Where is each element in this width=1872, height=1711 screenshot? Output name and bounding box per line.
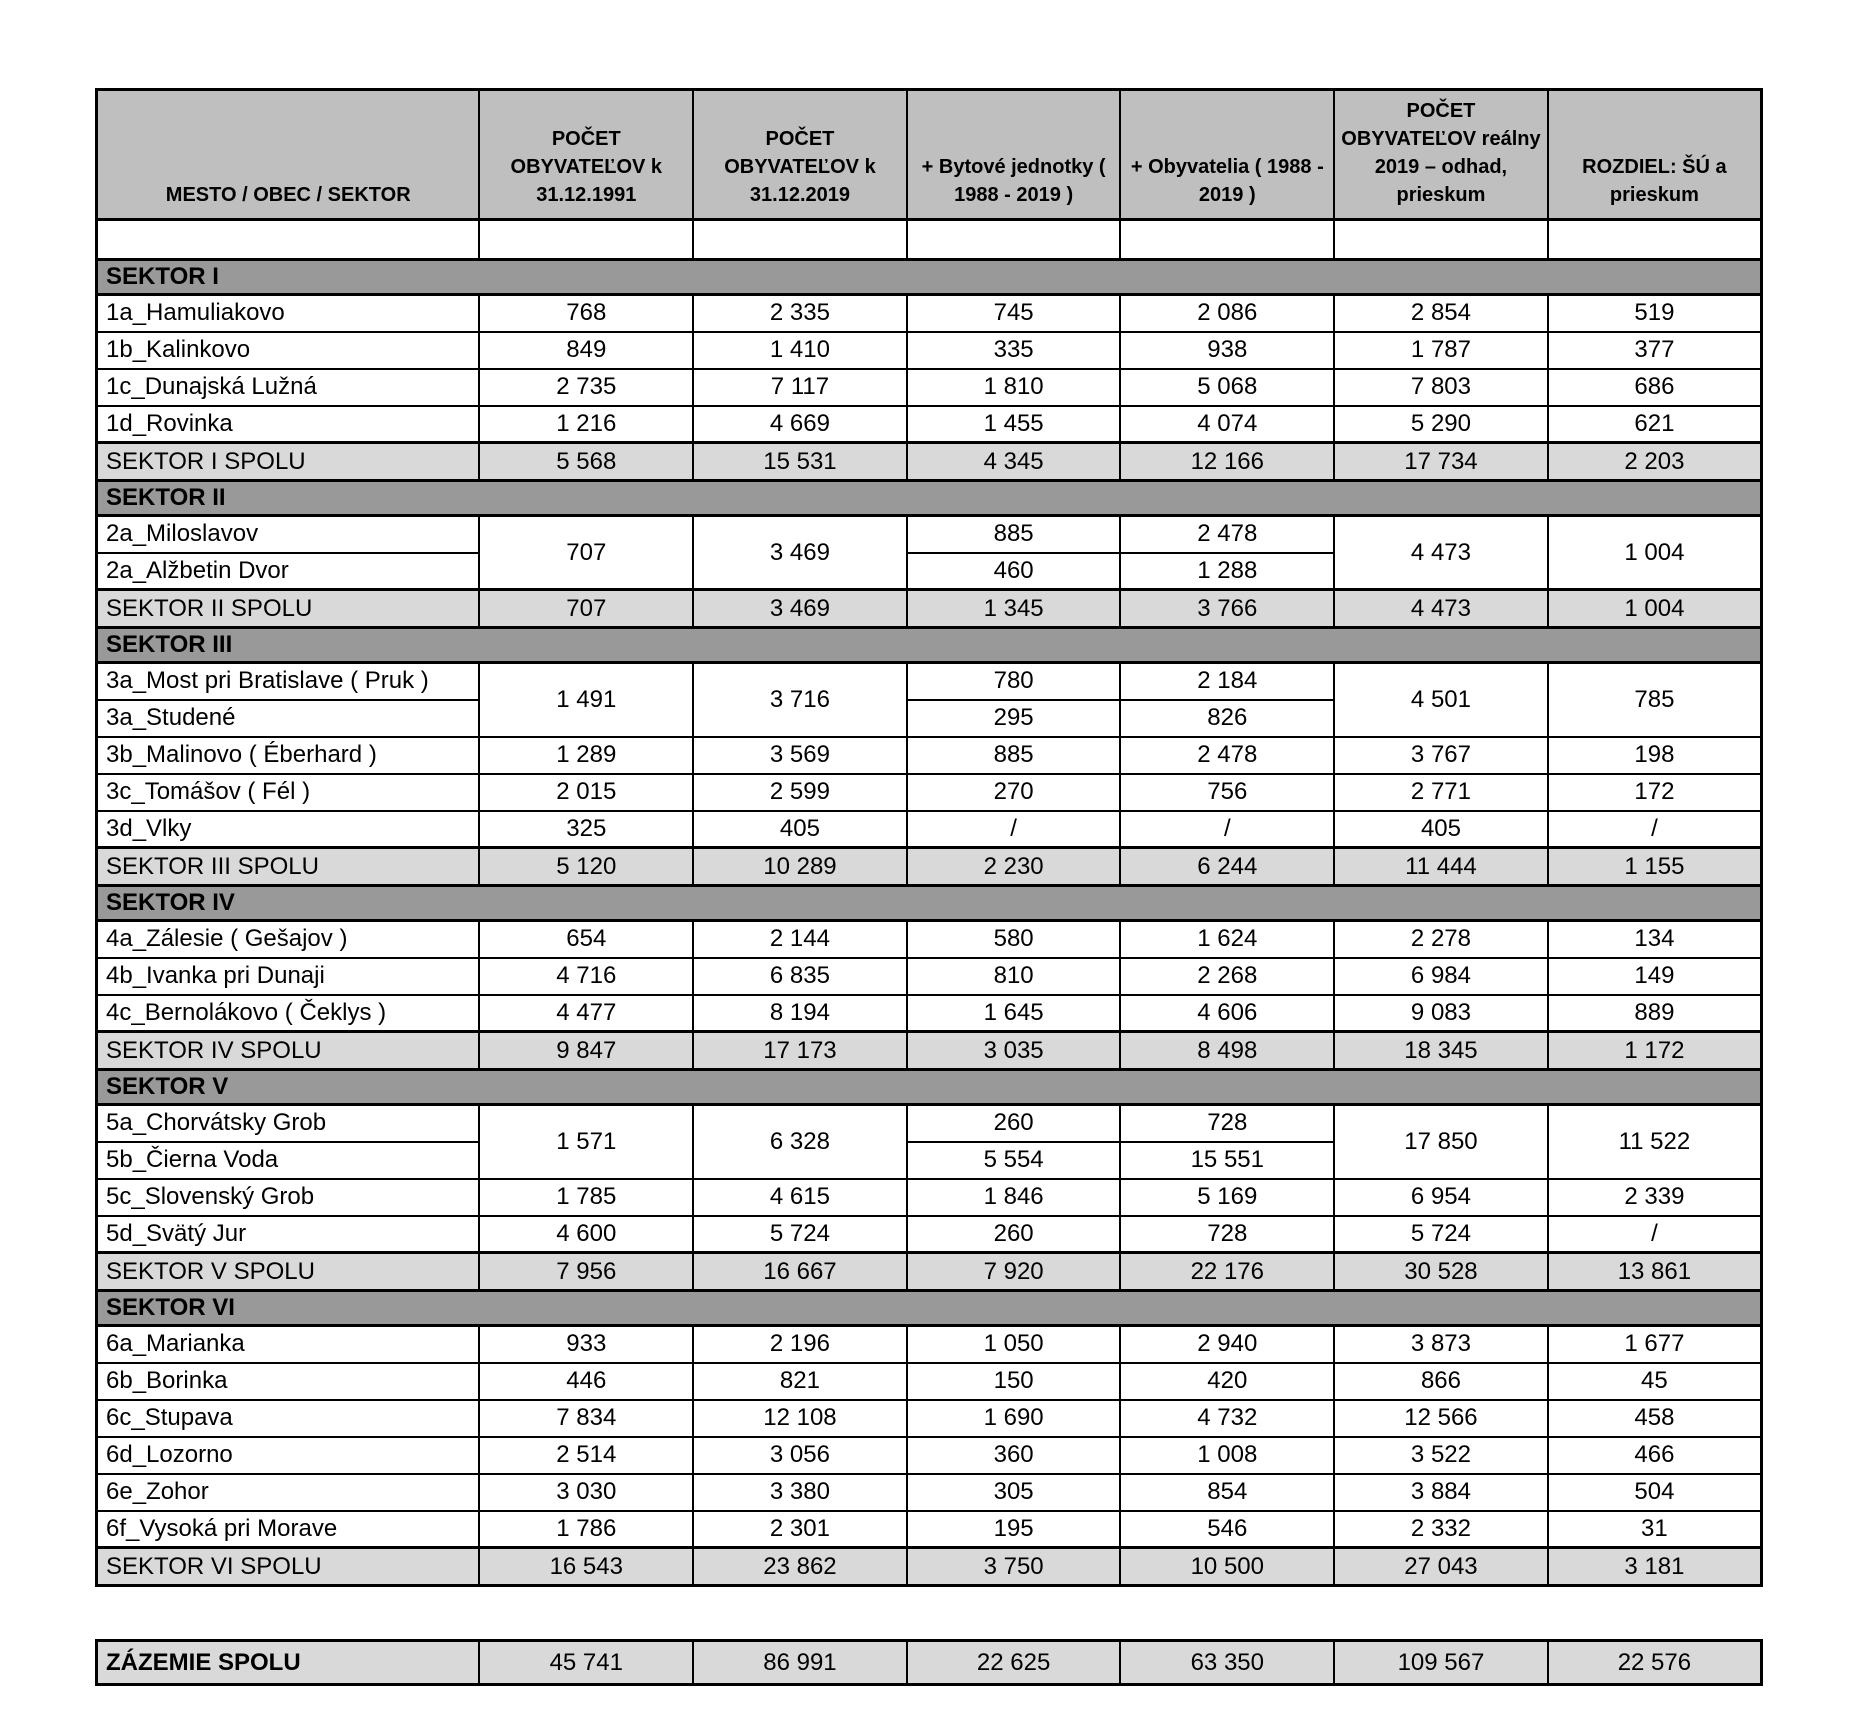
cell-value: 17 850 [1334, 1105, 1548, 1179]
row-label: 4a_Zálesie ( Gešajov ) [97, 921, 480, 958]
cell-value: 260 [907, 1216, 1121, 1253]
cell-value: 13 861 [1548, 1253, 1762, 1291]
spacer-cell [1334, 220, 1548, 260]
cell-value: 405 [1334, 811, 1548, 848]
cell-value: 1 004 [1548, 590, 1762, 628]
header-row [97, 90, 1762, 220]
cell-value: 885 [907, 516, 1121, 553]
cell-value: 6 244 [1120, 848, 1334, 886]
cell-value: 3 766 [1120, 590, 1334, 628]
cell-value: 5 724 [693, 1216, 907, 1253]
cell-value: 2 230 [907, 848, 1121, 886]
cell-value: 150 [907, 1363, 1121, 1400]
cell-value: 8 194 [693, 995, 907, 1032]
spacer-cell [1548, 220, 1762, 260]
cell-value: 889 [1548, 995, 1762, 1032]
cell-value: 3 056 [693, 1437, 907, 1474]
cell-value: 1 785 [479, 1179, 693, 1216]
cell-value: 458 [1548, 1400, 1762, 1437]
cell-value: 826 [1120, 700, 1334, 737]
cell-value: 17 734 [1334, 443, 1548, 481]
grand-total-row [97, 1641, 1762, 1685]
cell-value: 580 [907, 921, 1121, 958]
cell-value: 1 455 [907, 406, 1121, 443]
cell-value: 9 847 [479, 1032, 693, 1070]
cell-value: 2 339 [1548, 1179, 1762, 1216]
cell-value: 707 [479, 590, 693, 628]
row-label: 6b_Borinka [97, 1363, 480, 1400]
cell-value: 3 569 [693, 737, 907, 774]
cell-value: 4 477 [479, 995, 693, 1032]
cell-value: 854 [1120, 1474, 1334, 1511]
cell-value: 4 473 [1334, 590, 1548, 628]
cell-value: 785 [1548, 663, 1762, 737]
cell-value: / [1548, 811, 1762, 848]
cell-value: 22 576 [1548, 1641, 1762, 1685]
section-band [97, 260, 1762, 295]
cell-value: 885 [907, 737, 1121, 774]
column-header-bytove-jednotky: + Bytové jednotky ( 1988 - 2019 ) [907, 90, 1121, 220]
cell-value: 86 991 [693, 1641, 907, 1685]
cell-value: 17 173 [693, 1032, 907, 1070]
table-row [97, 811, 1762, 848]
row-label: 2a_Alžbetin Dvor [97, 553, 480, 590]
cell-value: 1 216 [479, 406, 693, 443]
section-total-row [97, 848, 1762, 886]
cell-value: / [1120, 811, 1334, 848]
cell-value: 172 [1548, 774, 1762, 811]
row-label: 3a_Most pri Bratislave ( Pruk ) [97, 663, 480, 700]
cell-value: 10 289 [693, 848, 907, 886]
table-row [97, 295, 1762, 332]
cell-value: 18 345 [1334, 1032, 1548, 1070]
section-band [97, 886, 1762, 921]
cell-value: 933 [479, 1326, 693, 1363]
cell-value: 7 834 [479, 1400, 693, 1437]
cell-value: 198 [1548, 737, 1762, 774]
grand-total-table [95, 1639, 1763, 1686]
table-row [97, 1326, 1762, 1363]
cell-value: 27 043 [1334, 1548, 1548, 1586]
table-row [97, 1400, 1762, 1437]
cell-value: 2 854 [1334, 295, 1548, 332]
cell-value: 5 724 [1334, 1216, 1548, 1253]
cell-value: 12 166 [1120, 443, 1334, 481]
cell-value: 2 144 [693, 921, 907, 958]
section-total-row [97, 590, 1762, 628]
cell-value: 295 [907, 700, 1121, 737]
section-total-label: SEKTOR III SPOLU [97, 848, 480, 886]
cell-value: 4 074 [1120, 406, 1334, 443]
row-label: 3d_Vlky [97, 811, 480, 848]
row-label: 5d_Svätý Jur [97, 1216, 480, 1253]
cell-value: 1 491 [479, 663, 693, 737]
column-header-pocet-realny-2019: POČET OBYVATEĽOV reálny 2019 – odhad, prieskum [1334, 90, 1548, 220]
column-header-obyvatelia: + Obyvatelia ( 1988 - 2019 ) [1120, 90, 1334, 220]
table-row [97, 1474, 1762, 1511]
cell-value: 546 [1120, 1511, 1334, 1548]
row-label: 6d_Lozorno [97, 1437, 480, 1474]
cell-value: 10 500 [1120, 1548, 1334, 1586]
population-table [95, 88, 1763, 1587]
cell-value: 1 690 [907, 1400, 1121, 1437]
cell-value: 1 571 [479, 1105, 693, 1179]
cell-value: 2 015 [479, 774, 693, 811]
column-header-pocet-1991: POČET OBYVATEĽOV k 31.12.1991 [479, 90, 693, 220]
table-row [97, 737, 1762, 774]
cell-value: 6 328 [693, 1105, 907, 1179]
cell-value: 519 [1548, 295, 1762, 332]
cell-value: 12 108 [693, 1400, 907, 1437]
cell-value: 30 528 [1334, 1253, 1548, 1291]
cell-value: 2 301 [693, 1511, 907, 1548]
spacer-cell [479, 220, 693, 260]
cell-value: 504 [1548, 1474, 1762, 1511]
row-label: 5b_Čierna Voda [97, 1142, 480, 1179]
row-label: 5c_Slovenský Grob [97, 1179, 480, 1216]
section-total-label: SEKTOR VI SPOLU [97, 1548, 480, 1586]
row-label: 1a_Hamuliakovo [97, 295, 480, 332]
cell-value: 4 716 [479, 958, 693, 995]
cell-value: 360 [907, 1437, 1121, 1474]
section-total-row [97, 1032, 1762, 1070]
cell-value: 325 [479, 811, 693, 848]
section-total-label: SEKTOR I SPOLU [97, 443, 480, 481]
cell-value: 466 [1548, 1437, 1762, 1474]
section-band [97, 1291, 1762, 1326]
row-label: 4c_Bernolákovo ( Čeklys ) [97, 995, 480, 1032]
table-row [97, 1216, 1762, 1253]
section-band [97, 1070, 1762, 1105]
cell-value: 4 606 [1120, 995, 1334, 1032]
cell-value: 3 873 [1334, 1326, 1548, 1363]
cell-value: 7 117 [693, 369, 907, 406]
cell-value: / [1548, 1216, 1762, 1253]
cell-value: 1 345 [907, 590, 1121, 628]
row-label: 5a_Chorvátsky Grob [97, 1105, 480, 1142]
section-total-row [97, 1548, 1762, 1586]
section-total-label: SEKTOR V SPOLU [97, 1253, 480, 1291]
row-label: 1c_Dunajská Lužná [97, 369, 480, 406]
cell-value: 810 [907, 958, 1121, 995]
cell-value: 707 [479, 516, 693, 590]
spacer-cell [1120, 220, 1334, 260]
cell-value: 756 [1120, 774, 1334, 811]
cell-value: 1 624 [1120, 921, 1334, 958]
cell-value: 7 956 [479, 1253, 693, 1291]
cell-value: 2 086 [1120, 295, 1334, 332]
cell-value: 1 288 [1120, 553, 1334, 590]
cell-value: 4 345 [907, 443, 1121, 481]
cell-value: 2 940 [1120, 1326, 1334, 1363]
grand-total-label: ZÁZEMIE SPOLU [97, 1641, 480, 1685]
cell-value: 2 599 [693, 774, 907, 811]
cell-value: 5 068 [1120, 369, 1334, 406]
cell-value: 3 767 [1334, 737, 1548, 774]
row-label: 2a_Miloslavov [97, 516, 480, 553]
cell-value: 149 [1548, 958, 1762, 995]
cell-value: 3 469 [693, 590, 907, 628]
cell-value: 3 884 [1334, 1474, 1548, 1511]
section-band [97, 628, 1762, 663]
cell-value: 1 786 [479, 1511, 693, 1548]
cell-value: 2 268 [1120, 958, 1334, 995]
cell-value: 8 498 [1120, 1032, 1334, 1070]
row-label: 6c_Stupava [97, 1400, 480, 1437]
table-row [97, 369, 1762, 406]
cell-value: 9 083 [1334, 995, 1548, 1032]
section-band-label: SEKTOR VI [97, 1291, 1762, 1326]
cell-value: 1 846 [907, 1179, 1121, 1216]
cell-value: 5 290 [1334, 406, 1548, 443]
row-label: 3b_Malinovo ( Éberhard ) [97, 737, 480, 774]
cell-value: 1 787 [1334, 332, 1548, 369]
table-row [97, 921, 1762, 958]
row-label: 4b_Ivanka pri Dunaji [97, 958, 480, 995]
cell-value: 686 [1548, 369, 1762, 406]
cell-value: 2 514 [479, 1437, 693, 1474]
cell-value: 7 920 [907, 1253, 1121, 1291]
cell-value: 3 380 [693, 1474, 907, 1511]
cell-value: 11 522 [1548, 1105, 1762, 1179]
grand-total-body [97, 1641, 1762, 1685]
cell-value: 4 615 [693, 1179, 907, 1216]
cell-value: 1 004 [1548, 516, 1762, 590]
cell-value: 1 410 [693, 332, 907, 369]
cell-value: 16 543 [479, 1548, 693, 1586]
cell-value: 2 278 [1334, 921, 1548, 958]
section-total-row [97, 1253, 1762, 1291]
cell-value: 4 600 [479, 1216, 693, 1253]
table-row [97, 516, 1762, 553]
column-header-pocet-2019: POČET OBYVATEĽOV k 31.12.2019 [693, 90, 907, 220]
cell-value: 938 [1120, 332, 1334, 369]
cell-value: 2 184 [1120, 663, 1334, 700]
section-band-label: SEKTOR IV [97, 886, 1762, 921]
section-band-label: SEKTOR I [97, 260, 1762, 295]
cell-value: 109 567 [1334, 1641, 1548, 1685]
section-band-label: SEKTOR II [97, 481, 1762, 516]
cell-value: 45 [1548, 1363, 1762, 1400]
table-row [97, 406, 1762, 443]
table-row [97, 1105, 1762, 1142]
cell-value: 45 741 [479, 1641, 693, 1685]
row-label: 3c_Tomášov ( Fél ) [97, 774, 480, 811]
table-row [97, 774, 1762, 811]
cell-value: 4 669 [693, 406, 907, 443]
cell-value: 1 677 [1548, 1326, 1762, 1363]
cell-value: 3 522 [1334, 1437, 1548, 1474]
cell-value: 2 478 [1120, 516, 1334, 553]
cell-value: 768 [479, 295, 693, 332]
cell-value: 377 [1548, 332, 1762, 369]
cell-value: 5 568 [479, 443, 693, 481]
section-band-label: SEKTOR III [97, 628, 1762, 663]
cell-value: 654 [479, 921, 693, 958]
cell-value: 22 176 [1120, 1253, 1334, 1291]
spacer-cell [907, 220, 1121, 260]
row-label: 3a_Studené [97, 700, 480, 737]
cell-value: 5 554 [907, 1142, 1121, 1179]
cell-value: 849 [479, 332, 693, 369]
cell-value: 2 735 [479, 369, 693, 406]
cell-value: 22 625 [907, 1641, 1121, 1685]
cell-value: 780 [907, 663, 1121, 700]
table-gap [95, 1587, 1763, 1639]
cell-value: 335 [907, 332, 1121, 369]
cell-value: 134 [1548, 921, 1762, 958]
cell-value: 6 954 [1334, 1179, 1548, 1216]
section-total-label: SEKTOR IV SPOLU [97, 1032, 480, 1070]
population-table-wrap [95, 88, 1763, 1686]
section-total-label: SEKTOR II SPOLU [97, 590, 480, 628]
cell-value: 2 478 [1120, 737, 1334, 774]
cell-value: 270 [907, 774, 1121, 811]
cell-value: 2 332 [1334, 1511, 1548, 1548]
cell-value: 821 [693, 1363, 907, 1400]
section-total-row [97, 443, 1762, 481]
cell-value: 15 551 [1120, 1142, 1334, 1179]
table-row [97, 1511, 1762, 1548]
cell-value: 3 030 [479, 1474, 693, 1511]
cell-value: 195 [907, 1511, 1121, 1548]
cell-value: 260 [907, 1105, 1121, 1142]
cell-value: 1 289 [479, 737, 693, 774]
cell-value: / [907, 811, 1121, 848]
cell-value: 5 120 [479, 848, 693, 886]
cell-value: 1 008 [1120, 1437, 1334, 1474]
cell-value: 5 169 [1120, 1179, 1334, 1216]
cell-value: 7 803 [1334, 369, 1548, 406]
cell-value: 15 531 [693, 443, 907, 481]
cell-value: 2 196 [693, 1326, 907, 1363]
table-row [97, 995, 1762, 1032]
cell-value: 31 [1548, 1511, 1762, 1548]
cell-value: 2 335 [693, 295, 907, 332]
cell-value: 2 771 [1334, 774, 1548, 811]
cell-value: 2 203 [1548, 443, 1762, 481]
cell-value: 728 [1120, 1216, 1334, 1253]
cell-value: 1 810 [907, 369, 1121, 406]
cell-value: 4 473 [1334, 516, 1548, 590]
table-row [97, 332, 1762, 369]
row-label: 1d_Rovinka [97, 406, 480, 443]
cell-value: 420 [1120, 1363, 1334, 1400]
cell-value: 3 469 [693, 516, 907, 590]
cell-value: 3 716 [693, 663, 907, 737]
spacer-cell [693, 220, 907, 260]
row-label: 6a_Marianka [97, 1326, 480, 1363]
row-label: 6f_Vysoká pri Morave [97, 1511, 480, 1548]
cell-value: 6 984 [1334, 958, 1548, 995]
row-label: 1b_Kalinkovo [97, 332, 480, 369]
row-label: 6e_Zohor [97, 1474, 480, 1511]
cell-value: 1 050 [907, 1326, 1121, 1363]
table-body [97, 220, 1762, 1586]
table-row [97, 1363, 1762, 1400]
cell-value: 23 862 [693, 1548, 907, 1586]
section-band [97, 481, 1762, 516]
table-row [97, 663, 1762, 700]
cell-value: 405 [693, 811, 907, 848]
cell-value: 621 [1548, 406, 1762, 443]
cell-value: 745 [907, 295, 1121, 332]
cell-value: 16 667 [693, 1253, 907, 1291]
cell-value: 3 750 [907, 1548, 1121, 1586]
cell-value: 866 [1334, 1363, 1548, 1400]
cell-value: 1 155 [1548, 848, 1762, 886]
cell-value: 4 732 [1120, 1400, 1334, 1437]
cell-value: 11 444 [1334, 848, 1548, 886]
table-row [97, 1179, 1762, 1216]
cell-value: 3 181 [1548, 1548, 1762, 1586]
column-header-rozdiel: ROZDIEL: ŠÚ a prieskum [1548, 90, 1762, 220]
cell-value: 6 835 [693, 958, 907, 995]
section-band-label: SEKTOR V [97, 1070, 1762, 1105]
cell-value: 63 350 [1120, 1641, 1334, 1685]
table-row [97, 958, 1762, 995]
cell-value: 460 [907, 553, 1121, 590]
cell-value: 3 035 [907, 1032, 1121, 1070]
spacer-cell [97, 220, 480, 260]
cell-value: 305 [907, 1474, 1121, 1511]
spacer-row [97, 220, 1762, 260]
cell-value: 1 645 [907, 995, 1121, 1032]
cell-value: 728 [1120, 1105, 1334, 1142]
cell-value: 446 [479, 1363, 693, 1400]
table-row [97, 1437, 1762, 1474]
cell-value: 1 172 [1548, 1032, 1762, 1070]
column-header-mesto-obec-sektor: MESTO / OBEC / SEKTOR [97, 90, 480, 220]
cell-value: 12 566 [1334, 1400, 1548, 1437]
cell-value: 4 501 [1334, 663, 1548, 737]
